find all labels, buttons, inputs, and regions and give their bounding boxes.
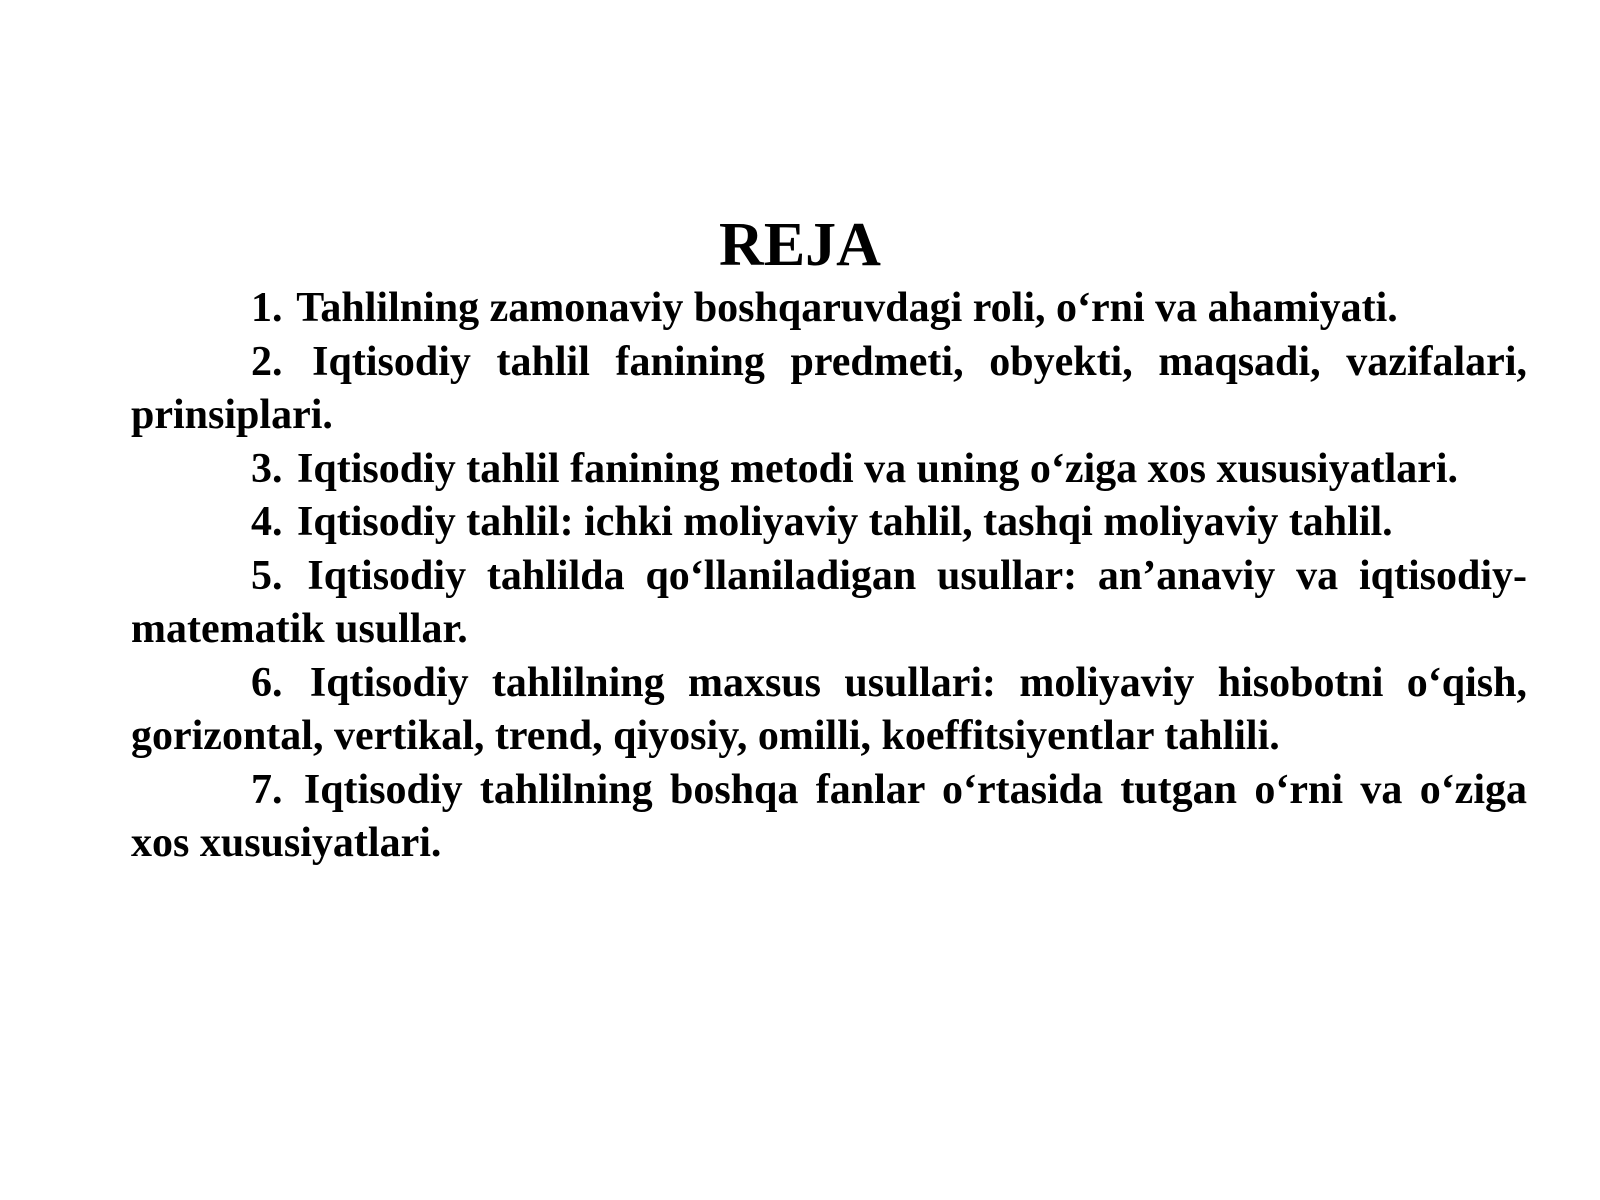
item-number: 2. [251, 338, 283, 385]
item-text: Iqtisodiy tahlilda qo‘llaniladigan usullar: an’anaviy va iqtisodiy-matematik usullar. [131, 552, 1527, 652]
item-text: Iqtisodiy tahlil: ichki moliyaviy tahlil, tashqi moliyaviy tahlil. [297, 499, 1393, 545]
plan-list [131, 282, 1527, 871]
item-number: 6. [251, 659, 283, 706]
item-text: Iqtisodiy tahlil fanining predmeti, obyekti, maqsadi, vazifalari, prinsiplari. [131, 338, 1527, 438]
item-text: Tahlilning zamonaviy boshqaruvdagi roli, o‘rni va ahamiyati. [296, 285, 1398, 331]
plan-item-2 [131, 336, 1527, 443]
slide-title: REJA [719, 211, 881, 279]
plan-item-4 [131, 496, 1527, 550]
item-text: Iqtisodiy tahlilning boshqa fanlar o‘rtasida tutgan o‘rni va o‘ziga xos xususiyatlari. [131, 766, 1527, 866]
plan-item-6 [131, 657, 1527, 764]
item-number: 7. [251, 766, 283, 813]
item-text: Iqtisodiy tahlilning maxsus usullari: moliyaviy hisobotni o‘qish, gorizontal, vertikal, trend, qiyosiy, omilli, koeffitsiyentlar tahlili. [131, 659, 1528, 759]
plan-item-7 [131, 764, 1527, 871]
plan-item-1 [131, 282, 1527, 336]
item-number: 1. [251, 285, 283, 331]
item-number: 4. [251, 499, 283, 545]
item-text: Iqtisodiy tahlil fanining metodi va uning o‘ziga xos xususiyatlari. [297, 445, 1459, 492]
item-number: 5. [251, 552, 283, 599]
plan-item-3 [131, 443, 1527, 497]
item-number: 3. [251, 445, 283, 492]
plan-item-5 [131, 550, 1527, 657]
